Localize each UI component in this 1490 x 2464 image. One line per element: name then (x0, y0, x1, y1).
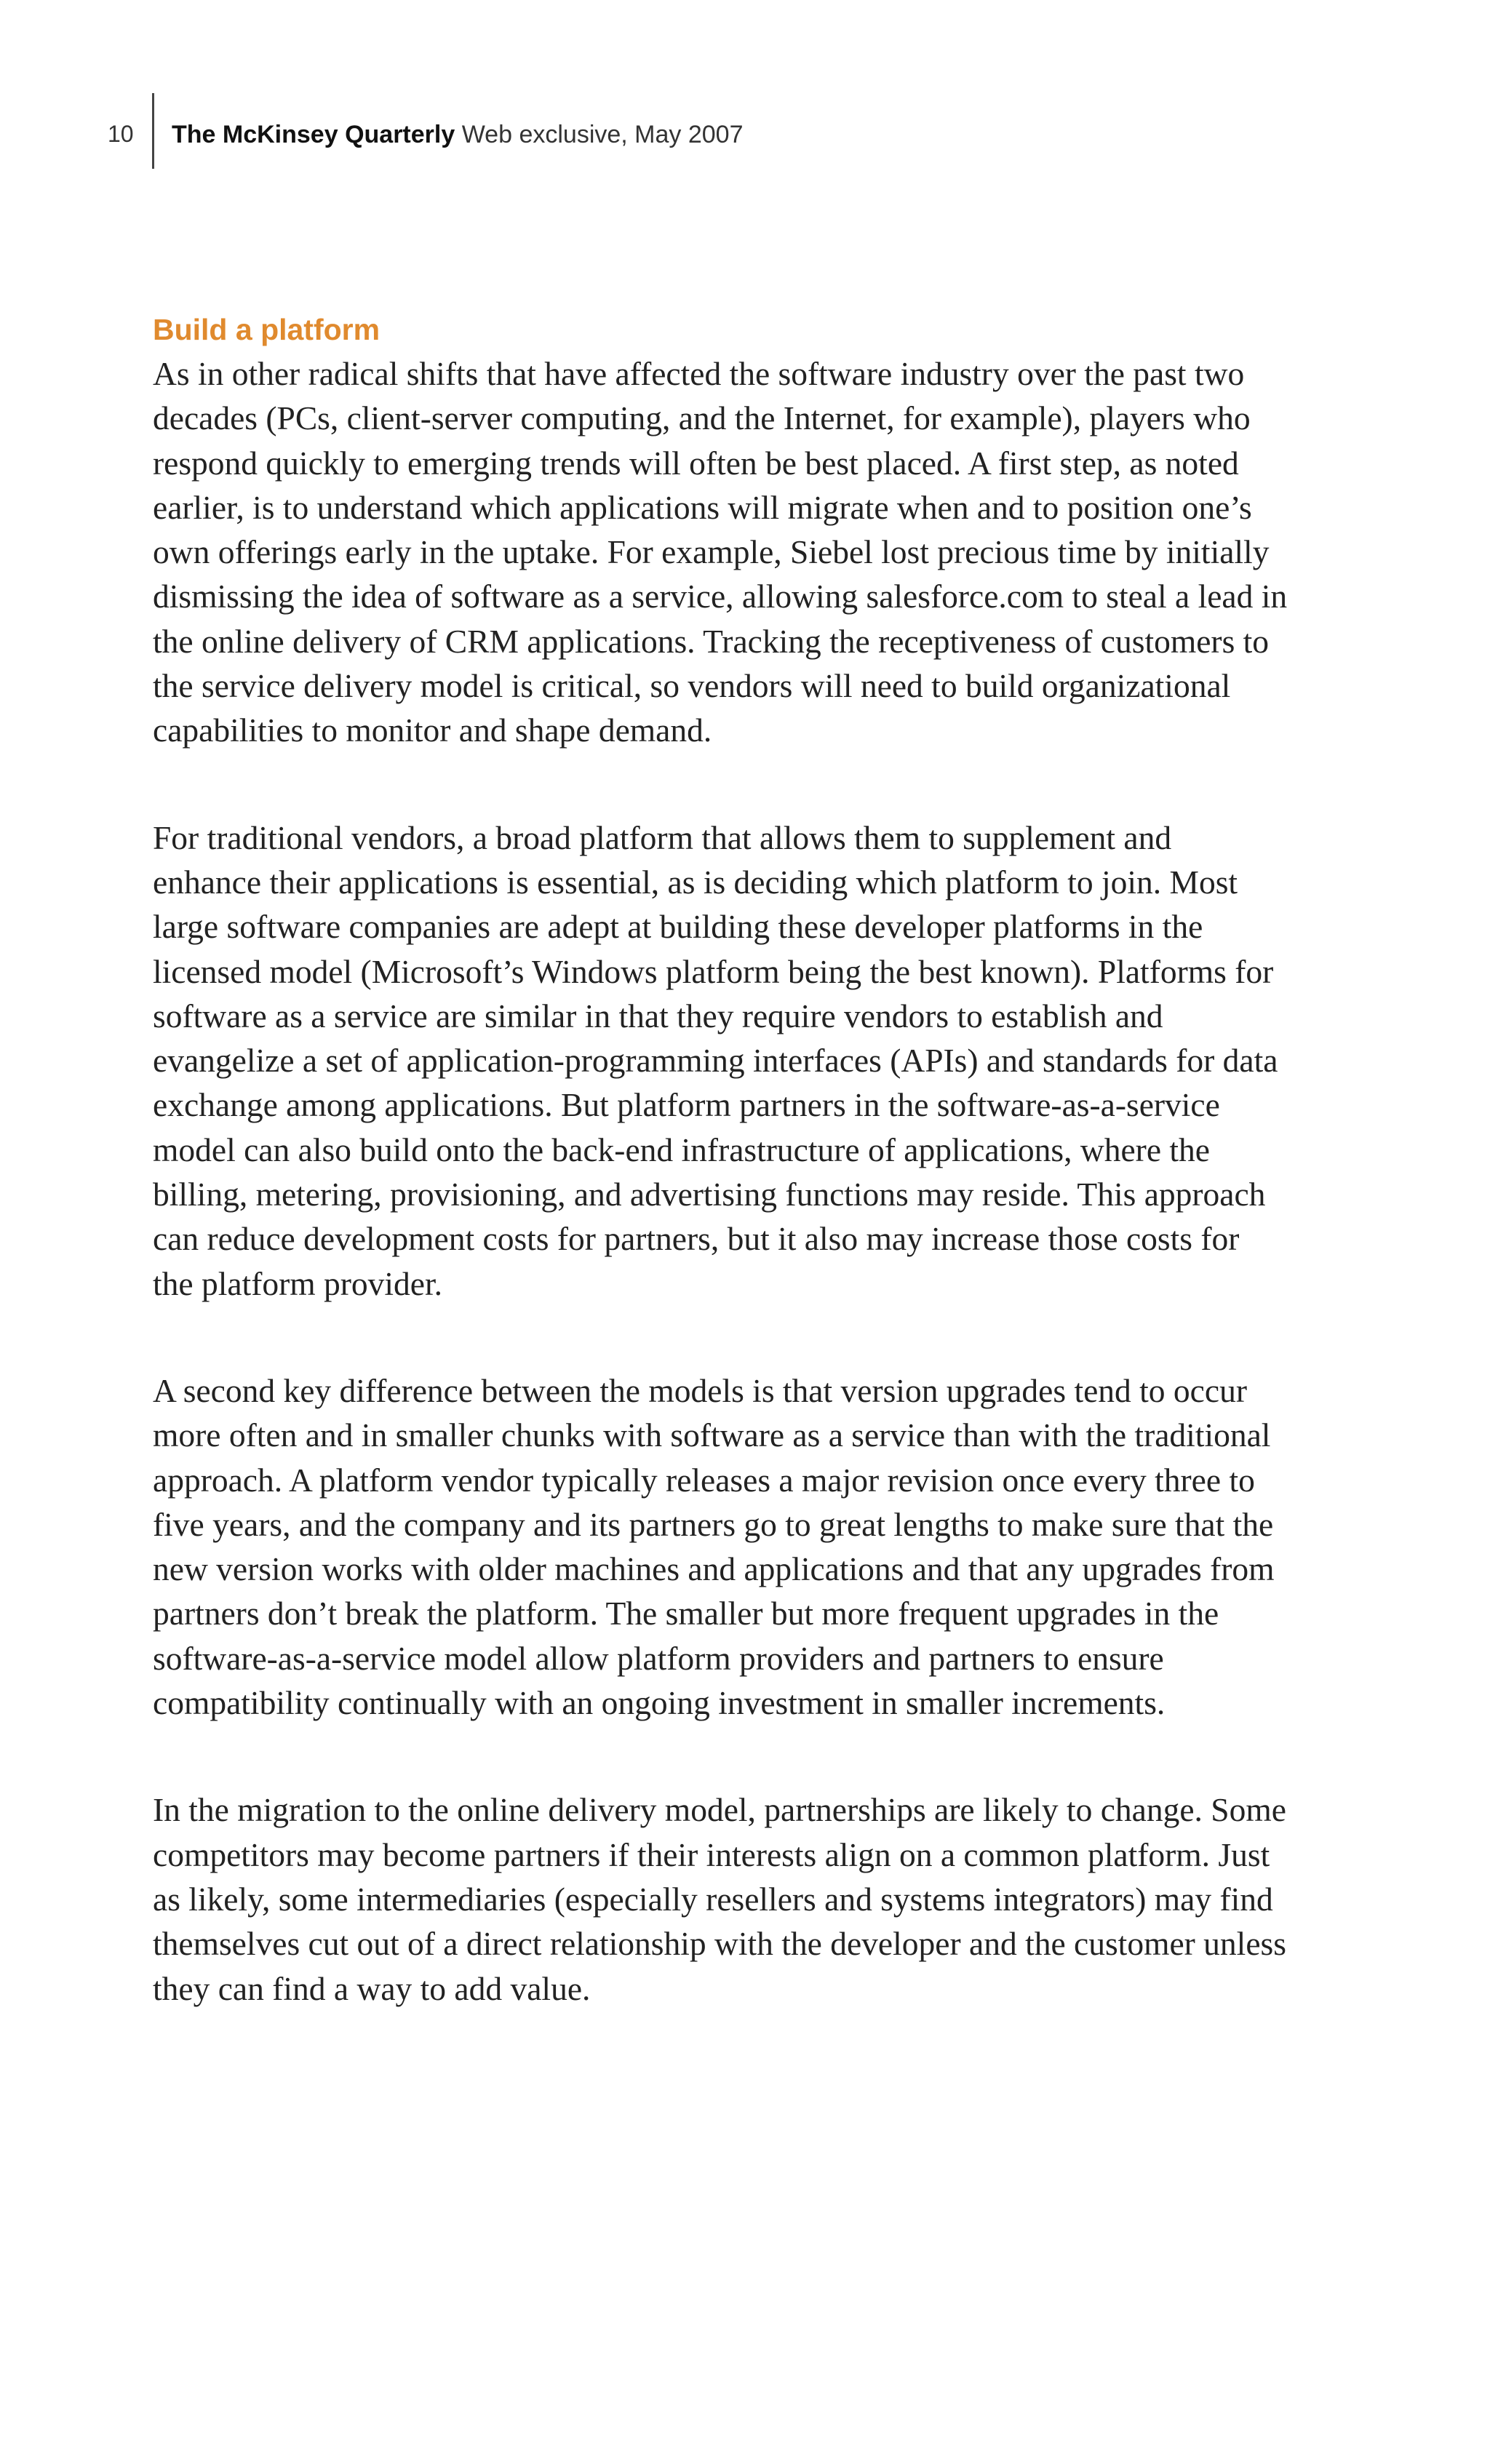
page-number: 10 (108, 121, 134, 147)
section-heading: Build a platform (153, 313, 381, 346)
paragraph-4: In the migration to the online delivery model, partnerships are likely to change. Some competitors may become partners if their interests align on a common platform. Just as likely, some intermediaries (especially resellers and systems integrators) may find themselves cut out of a direct relationship with the developer and the customer unless they can find a way to add value. (153, 1791, 1286, 2007)
page-header (0, 0, 1490, 175)
paragraph-1: As in other radical shifts that have affected the software industry over the past two decades (PCs, client-server computing, and the Internet, for example), players who respond quickly to emerging trends will often be best placed. A first step, as noted earlier, is to understand which applications will migrate when and to position one’s own offerings early in the uptake. For example, Siebel lost precious time by initially dismissing the idea of software as a service, allowing salesforce.com to steal a lead in the online delivery of CRM applications. Tracking the receptiveness of customers to the service delivery model is critical, so vendors will need to build organizational capabilities to monitor and shape demand. (153, 355, 1288, 749)
running-header (172, 121, 744, 149)
issue-label: Web exclusive, May 2007 (461, 121, 744, 148)
paragraph-2: For traditional vendors, a broad platform that allows them to supplement and enhance their applications is essential, as is deciding which platform to join. Most large software companies are adept at building these developer platforms in the licensed model (Microsoft’s Windows platform being the best known). Platforms for software as a service are similar in that they require vendors to establish and evangelize a set of application-programming interfaces (APIs) and standards for data exchange among applications. But platform partners in the software-as-a-service model can also build onto the back-end infrastructure of applications, where the billing, metering, provisioning, and advertising functions may reside. This approach can reduce development costs for partners, but it also may increase those costs for the platform provider. (153, 818, 1278, 1302)
article-body (153, 309, 1346, 2073)
publication-title: The McKinsey Quarterly (172, 121, 455, 148)
paragraph-3: A second key difference between the models is that version upgrades tend to occur more often and in smaller chunks with software as a service than with the traditional approach. A platform vendor typically releases a major revision once every three to five years, and the company and its partners go to great lengths to make sure that the new version works with older machines and applications and that any upgrades from partners don’t break the platform. The smaller but more frequent upgrades in the software-as-a-service model allow platform providers and partners to ensure compatibility continually with an ongoing investment in smaller increments. (153, 1371, 1275, 1722)
header-divider (152, 93, 154, 169)
